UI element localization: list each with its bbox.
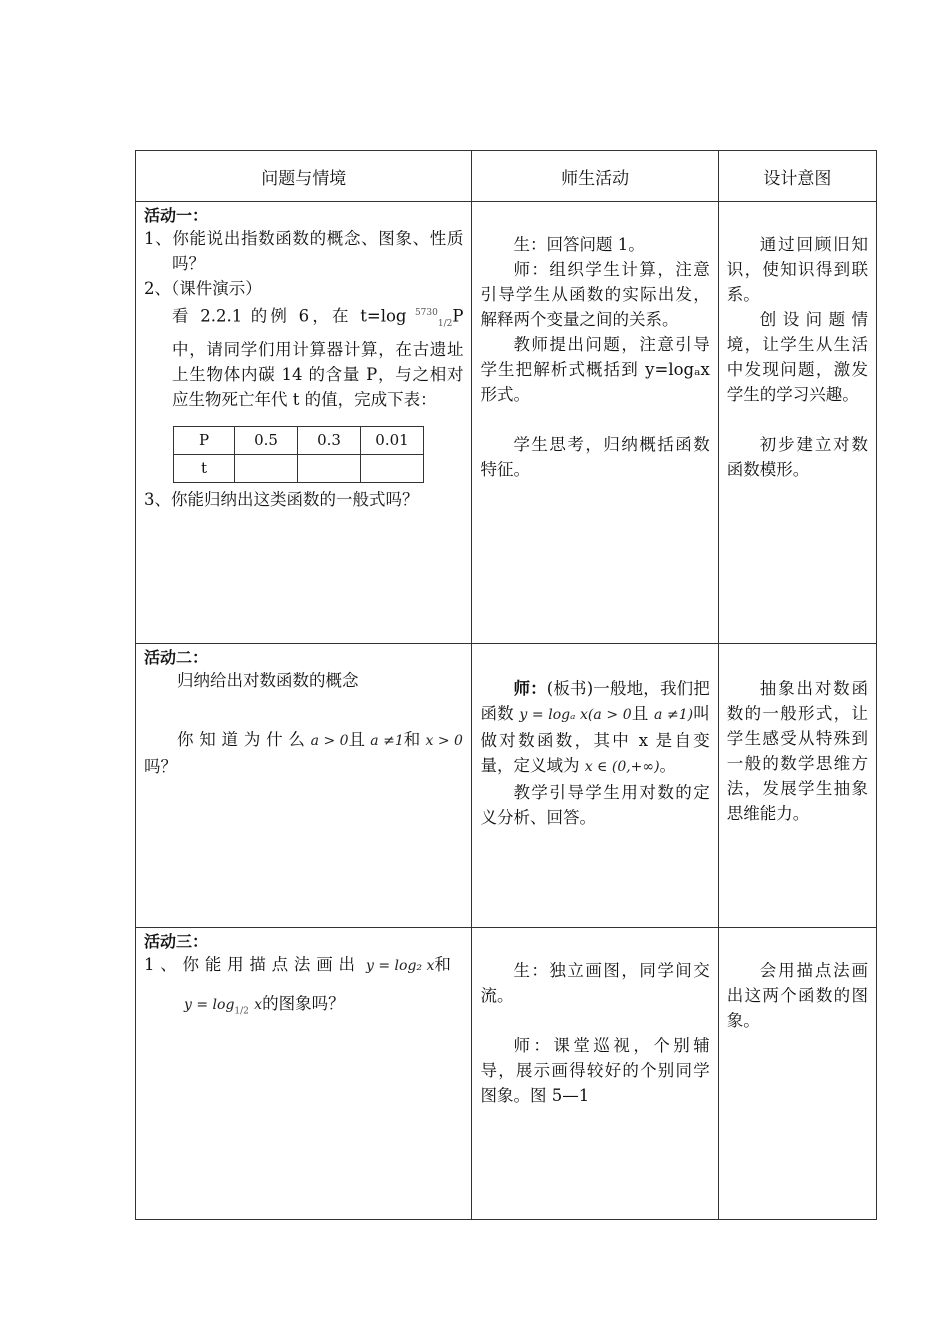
question-1-text: 你能说出指数函数的概念、图象、性质吗？ [172,229,464,273]
activity-two-intent: 抽象出对数函数的一般形式，让学生感受从特殊到一般的数学思维方法，发展学生抽象思维能力。 [726,679,868,823]
question-2-number: 2、 [144,279,171,298]
math-log-half-base: 1/2 [234,1006,249,1017]
activity-one-intent-cell [718,202,876,644]
draw-question-end: 的图象吗？ [262,994,345,1013]
and-text-1: 且 [348,730,366,749]
spacer [144,693,463,727]
activity-three-title: 活动三： [144,932,209,951]
p-row [174,426,424,454]
activity-three-row [136,928,877,1220]
activity-two-problem-cell [136,644,472,928]
math-domain: x ∈ (0,+∞) [584,759,660,775]
t-cell-2 [298,454,361,482]
question-2-text: （课件演示） [171,279,262,298]
question-2-heading [144,276,463,301]
activity-one-intent-2: 创设问题情境，让学生从生活中发现问题，激发学生的学习兴趣。 [726,310,868,404]
math-x-gt-0: x > 0 [425,733,463,749]
p-t-table [173,426,424,483]
spacer [727,407,868,432]
log-fraction: 1/2 [437,318,453,329]
activity-two-definition [480,676,709,780]
t-cell-1 [235,454,298,482]
math-log2-x: y = log₂ x [366,958,435,974]
activity-one-intent-1: 通过回顾旧知识，使知识得到联系。 [726,235,868,304]
activity-three-problem-cell [136,928,472,1220]
activity-three-teacher: 师：课堂巡视，个别辅导，展示画得较好的个别同学图象。图 5—1 [480,1036,710,1105]
why-text: 你知道为什么 [177,730,311,749]
definition-text-a: (板书)一般地，我们把函数 [480,679,710,723]
teacher-label: 师： [513,679,547,698]
math-log-half-x: x [254,997,263,1013]
spacer [480,1008,709,1033]
p-cell-3: 0.01 [361,426,424,454]
activity-two-guide: 教学引导学生用对数的定义分析、回答。 [480,783,710,827]
definition-text-c: 。 [659,756,677,775]
question-3-text: 你能归纳出这类函数的一般式吗？ [171,489,419,509]
draw-and-text: 和 [434,955,451,974]
question-2-body [144,301,463,412]
activity-one-activity-cell [472,202,718,644]
activity-one-student-think: 学生思考，归纳概括函数特征。 [480,435,710,479]
header-design-intent: 设计意图 [718,151,876,202]
t-row [174,454,424,482]
activity-two-line-1: 归纳给出对数函数的概念 [177,671,359,690]
math-a-gt-0: a > 0 [310,733,349,749]
and-text-2: 和 [403,730,421,749]
log-base: 5730 [414,308,438,318]
activity-one-title: 活动一： [144,206,209,225]
question-3 [144,487,463,512]
activity-one-student-answer: 生：回答问题 1。 [513,235,645,254]
math-a-ne-1-condition: a ≠1) [654,707,694,723]
header-teacher-student-activity: 师生活动 [472,151,718,202]
activity-two-line-2 [144,727,463,754]
math-a-ne-1: a ≠1 [370,733,404,749]
definition-text-b: 叫做对数函数，其中 x 是自变量，定义域为 [480,704,710,775]
lesson-plan-table [135,150,877,1220]
spacer [480,407,709,432]
header-problem-situation: 问题与情境 [136,151,472,202]
p-cell-1: 0.5 [235,426,298,454]
activity-three-student: 生：独立画图，同学间交流。 [480,961,710,1005]
activity-one-teacher-organize: 师：组织学生计算，注意引导学生从函数的实际出发，解释两个变量之间的关系。 [480,260,710,329]
activity-two-intent-cell [718,644,876,928]
activity-one-problem-cell [136,202,472,644]
activity-three-question-2 [144,991,463,1024]
spacer [144,979,463,991]
p-cell-0: P [174,426,235,454]
question-2-body-b: P 中，请同学们用计算器计算，在古遗址上生物体内碳 14 的含量 P，与之相对应生物死亡年代 t 的值，完成下表： [172,306,464,409]
question-3-number: 3、 [144,489,171,509]
p-cell-2: 0.3 [298,426,361,454]
activity-three-activity-cell [472,928,718,1220]
draw-question-text: 1、你能用描点法画出 [144,955,361,974]
question-1-number: 1、 [144,229,173,248]
activity-three-intent: 会用描点法画出这两个函数的图象。 [726,961,868,1030]
math-log-half: y = log [184,997,235,1013]
question-2-body-a: 看 2.2.1 的例 6，在 t=log [172,306,407,326]
question-1 [144,226,463,276]
activity-one-intent-3: 初步建立对数函数模形。 [726,435,868,479]
math-log-function: y = logₐ x(a > 0 [519,707,632,723]
header-row [136,151,877,202]
activity-one-teacher-question: 教师提出问题，注意引导学生把解析式概括到 y=logₐx 形式。 [480,335,710,404]
activity-two-activity-cell [472,644,718,928]
activity-two-row [136,644,877,928]
t-cell-3 [361,454,424,482]
activity-one-row [136,202,877,644]
activity-three-question [144,952,463,979]
activity-two-title: 活动二： [144,648,209,667]
t-cell-0: t [174,454,235,482]
activity-three-intent-cell [718,928,876,1220]
activity-two-question-end: 吗？ [144,757,177,776]
definition-and: 且 [631,704,649,723]
